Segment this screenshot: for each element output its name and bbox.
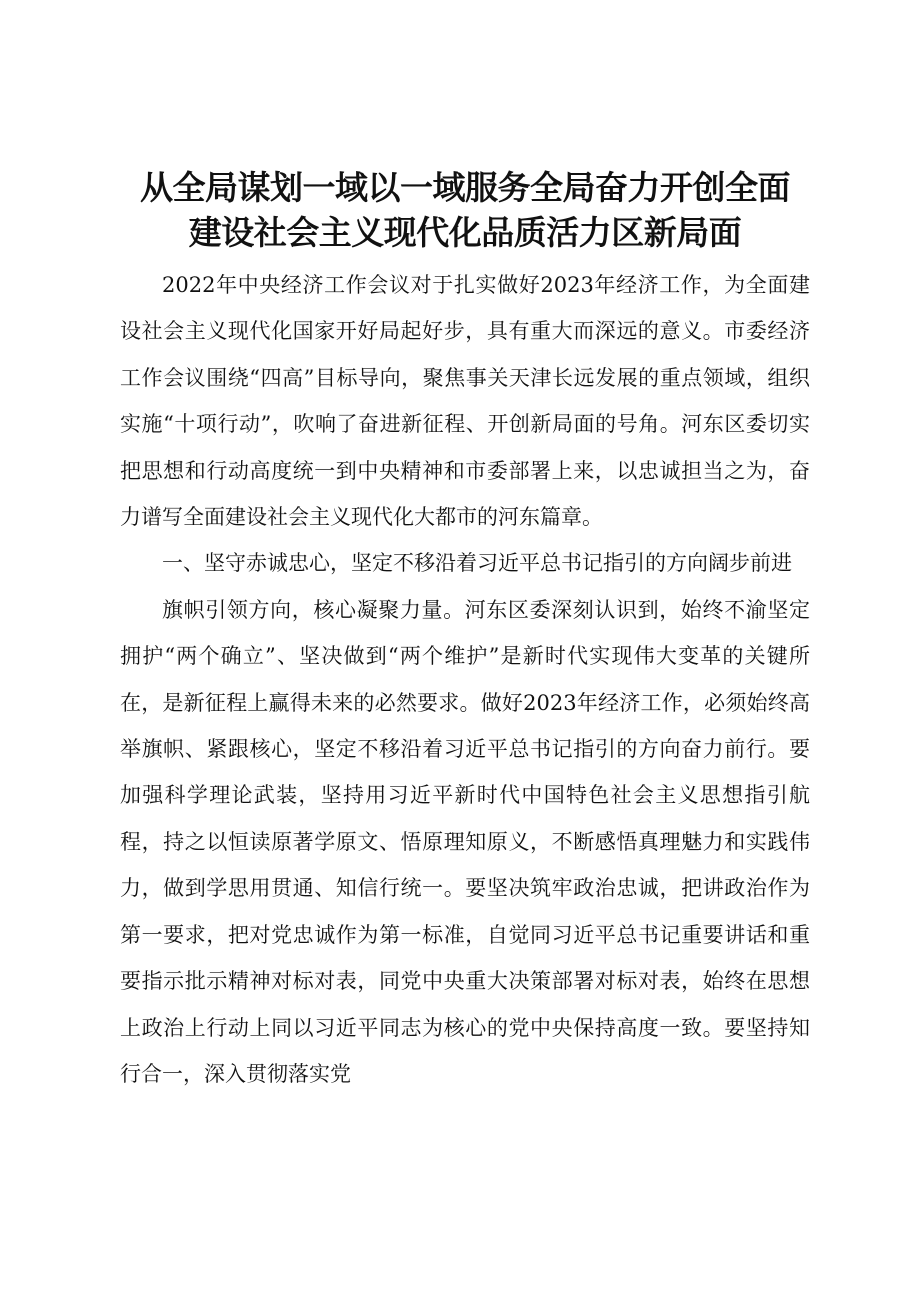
document-title-line-1: 从全局谋划一域以一域服务全局奋力开创全面 (140, 168, 790, 207)
paragraph-intro: 2022年中央经济工作会议对于扎实做好2023年经济工作，为全面建设社会主义现代化国家开好局起好步，具有重大而深远的意义。市委经济工作会议围绕“四高”目标导向，聚焦事关天津长远发展的重点领域，组织实施“十项行动”，吹响了奋进新征程、开创新局面的号角。河东区委切实把思想和行动高度统一到中央精神和市委部署上来，以忠诚担当之为，奋力谱写全面建设社会主义现代化大都市的河东篇章。 (120, 273, 810, 530)
section-heading-1: 一、坚守赤诚忠心，坚定不移沿着习近平总书记指引的方向阔步前进 (162, 551, 792, 576)
document-body (120, 262, 810, 1097)
paragraph-section-1: 旗帜引领方向，核心凝聚力量。河东区委深刻认识到，始终不渝坚定拥护“两个确立”、坚决做到“两个维护”是新时代实现伟大变革的关键所在，是新征程上赢得未来的必然要求。做好2023年经济工作，必须始终高举旗帜、紧跟核心，坚定不移沿着习近平总书记指引的方向奋力前行。要加强科学理论武装，坚持用习近平新时代中国特色社会主义思想指引航程，持之以恒读原著学原文、悟原理知原义，不断感悟真理魅力和实践伟力，做到学思用贯通、知信行统一。要坚决筑牢政治忠诚，把讲政治作为第一要求，把对党忠诚作为第一标准，自觉同习近平总书记重要讲话和重要指示批示精神对标对表，同党中央重大决策部署对标对表，始终在思想上政治上行动上同以习近平同志为核心的党中央保持高度一致。要坚持知行合一，深入贯彻落实党 (120, 597, 810, 1086)
document-title-line-2: 建设社会主义现代化品质活力区新局面 (188, 213, 742, 252)
